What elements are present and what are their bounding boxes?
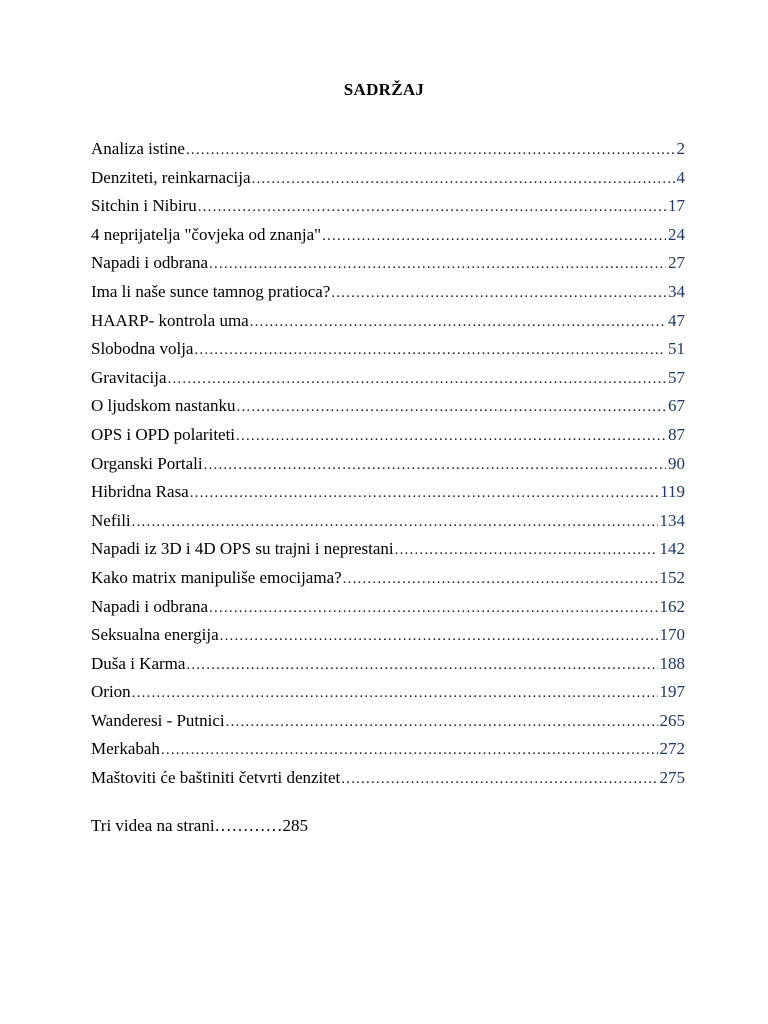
toc-entry-title: Hibridna Rasa [91, 482, 189, 502]
toc-entry [91, 249, 685, 278]
toc-entry [91, 421, 685, 450]
toc-entry [91, 478, 685, 507]
toc-entry-page-number: 24 [668, 224, 685, 244]
toc-entry-page-number: 4 [676, 167, 685, 187]
toc-entry [91, 593, 685, 622]
dot-leader [161, 736, 658, 765]
dot-leader [220, 622, 658, 651]
toc-entry [91, 621, 685, 650]
toc-entry [91, 564, 685, 593]
toc-entry-title: Denziteti, reinkarnacija [91, 167, 251, 187]
dot-leader [395, 536, 658, 565]
toc-entry-title: Merkabah [91, 739, 160, 759]
dot-leader [190, 479, 658, 508]
toc-entry-title: Orion [91, 682, 131, 702]
toc-entry-page-number: 170 [659, 625, 685, 645]
toc-entry [91, 764, 685, 793]
toc-entry [91, 335, 685, 364]
toc-entry-page-number: 2 [676, 139, 685, 158]
toc-entry-title: Napadi iz 3D i 4D OPS su trajni i neprestani [91, 539, 394, 559]
toc-entry-page-number: 275 [659, 768, 685, 788]
toc-entry [91, 650, 685, 679]
dot-leader [236, 422, 666, 451]
extra-note: Tri videa na strani…………285 [91, 816, 309, 835]
toc-entry-page-number: 90 [668, 453, 685, 473]
dot-leader [322, 222, 666, 251]
toc-entry-page-number: 197 [659, 682, 685, 702]
table-of-contents [91, 135, 685, 793]
toc-entry-page-number: 142 [659, 539, 685, 559]
toc-entry-page-number: 152 [659, 567, 685, 587]
dot-leader [204, 451, 666, 480]
toc-entry-title: 4 neprijatelja "čovjeka od znanja" [91, 224, 322, 244]
toc-entry-title: Slobodna volja [91, 339, 194, 359]
toc-entry-title: OPS i OPD polariteti [91, 424, 236, 444]
toc-entry-page-number: 57 [668, 367, 685, 387]
toc-entry-page-number: 134 [659, 510, 685, 530]
dot-leader [132, 508, 658, 537]
dot-leader [209, 594, 657, 623]
toc-entry-title: Seksualna energija [91, 625, 219, 645]
toc-entry-title: Maštoviti će baštiniti četvrti denzitet [91, 768, 341, 788]
toc-entry-title: Sitchin i Nibiru [91, 196, 197, 216]
toc-entry-page-number: 47 [668, 310, 685, 330]
toc-entry-title: Analiza istine [91, 139, 185, 158]
toc-entry [91, 735, 685, 764]
dot-leader [343, 565, 658, 594]
toc-entry-title: Wanderesi - Putnici [91, 710, 225, 730]
dot-leader [250, 308, 666, 337]
toc-entry [91, 192, 685, 221]
toc-entry-page-number: 34 [668, 281, 685, 301]
toc-entry-page-number: 272 [659, 739, 685, 759]
toc-entry-page-number: 67 [668, 396, 685, 416]
toc-entry-page-number: 27 [668, 253, 685, 273]
toc-entry-page-number: 87 [668, 424, 685, 444]
toc-entry-page-number: 17 [668, 196, 685, 216]
toc-entry [91, 364, 685, 393]
dot-leader [252, 165, 675, 194]
toc-entry-title: Napadi i odbrana [91, 596, 209, 616]
toc-entry [91, 221, 685, 250]
toc-entry [91, 307, 685, 336]
dot-leader [168, 365, 666, 394]
toc-entry-title: Ima li naše sunce tamnog pratioca? [91, 281, 331, 301]
toc-entry [91, 450, 685, 479]
toc-entry-title: Nefili [91, 510, 131, 530]
toc-entry-title: Gravitacija [91, 367, 167, 387]
dot-leader [198, 193, 666, 222]
toc-entry [91, 135, 685, 164]
toc-entry-page-number: 51 [668, 339, 685, 359]
dot-leader [331, 279, 666, 308]
dot-leader [186, 136, 675, 165]
toc-entry [91, 507, 685, 536]
dot-leader [194, 336, 666, 365]
toc-entry-page-number: 162 [659, 596, 685, 616]
page-title: SADRŽAJ [343, 80, 425, 99]
dot-leader [237, 393, 667, 422]
toc-entry-title: HAARP- kontrola uma [91, 310, 249, 330]
toc-entry [91, 164, 685, 193]
dot-leader [341, 765, 657, 794]
toc-entry-page-number: 119 [660, 482, 685, 502]
toc-entry [91, 678, 685, 707]
toc-entry-title: Napadi i odbrana [91, 253, 209, 273]
toc-entry-title: O ljudskom nastanku [91, 396, 236, 416]
dot-leader [226, 708, 658, 737]
toc-entry [91, 707, 685, 736]
toc-entry [91, 392, 685, 421]
toc-entry-title: Duša i Karma [91, 653, 186, 673]
toc-entry-title: Kako matrix manipuliše emocijama? [91, 567, 342, 587]
toc-entry [91, 535, 685, 564]
toc-entry-page-number: 265 [659, 710, 685, 730]
toc-entry-page-number: 188 [659, 653, 685, 673]
dot-leader [186, 651, 657, 680]
dot-leader [209, 250, 666, 279]
dot-leader [132, 679, 658, 708]
toc-entry [91, 278, 685, 307]
toc-entry-title: Organski Portali [91, 453, 203, 473]
